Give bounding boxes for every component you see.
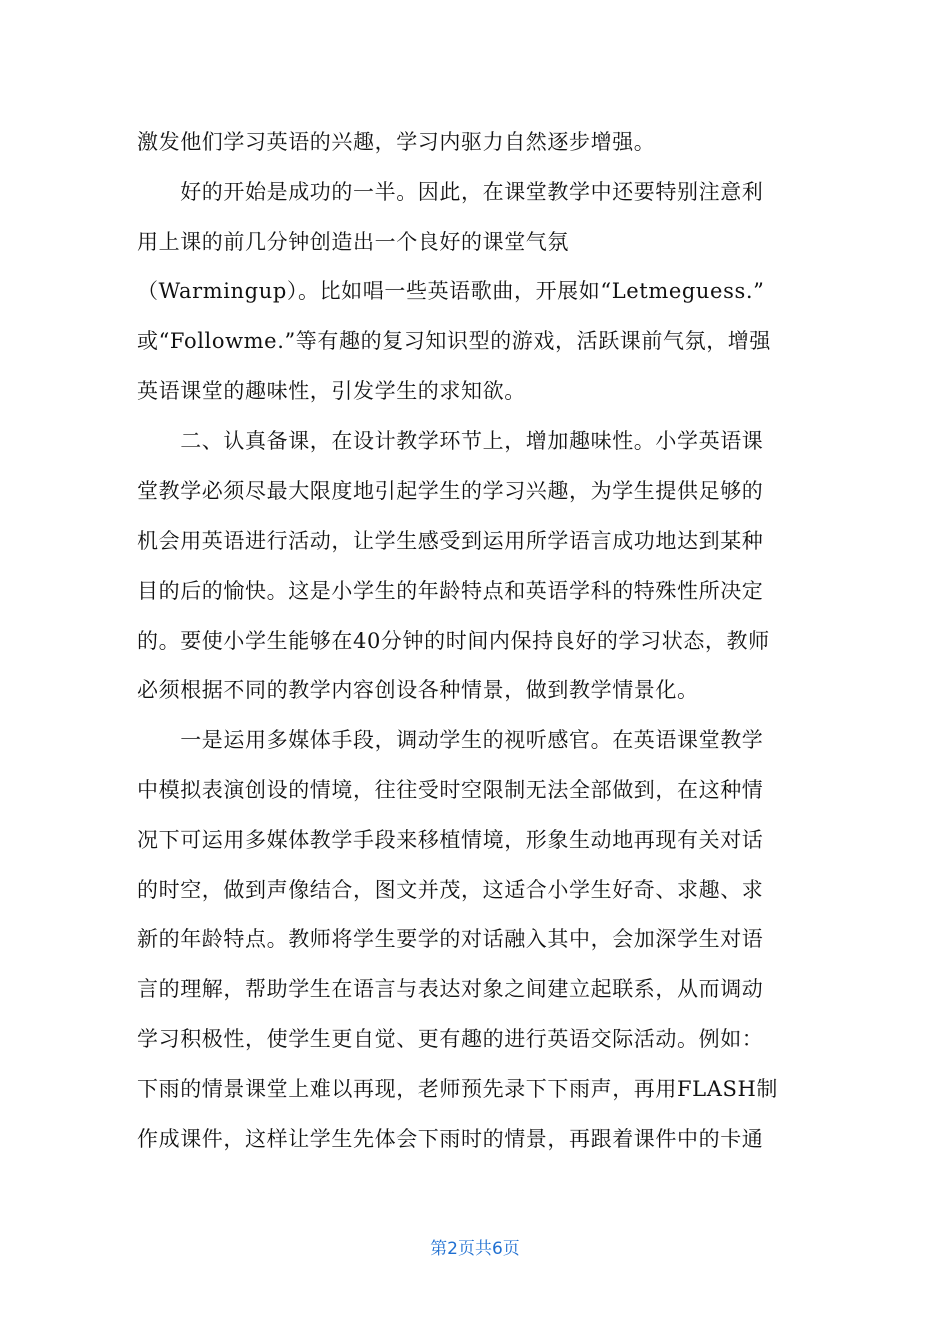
text-line: 中模拟表演创设的情境，往往受时空限制无法全部做到，在这种情 [137, 778, 764, 802]
text-line: 的时空，做到声像结合，图文并茂，这适合小学生好奇、求趣、求 [137, 878, 764, 902]
text-line: 机会用英语进行活动，让学生感受到运用所学语言成功地达到某种 [137, 529, 764, 553]
text-line: 的。要使小学生能够在40分钟的时间内保持良好的学习状态，教师 [137, 629, 770, 653]
text-line: 一是运用多媒体手段，调动学生的视听感官。在英语课堂教学 [137, 728, 764, 752]
page-number-footer: 第2页共6页 [430, 1239, 520, 1259]
text-line: 言的理解，帮助学生在语言与表达对象之间建立起联系，从而调动 [137, 977, 764, 1001]
text-line: 必须根据不同的教学内容创设各种情景，做到教学情景化。 [137, 678, 699, 702]
text-line: 况下可运用多媒体教学手段来移植情境，形象生动地再现有关对话 [137, 828, 764, 852]
text-line: （Warmingup）。比如唱一些英语歌曲，开展如“Letmeguess.” [137, 279, 765, 303]
text-line: 学习积极性，使学生更自觉、更有趣的进行英语交际活动。例如： [137, 1027, 764, 1051]
text-line: 下雨的情景课堂上难以再现，老师预先录下下雨声，再用FLASH制 [137, 1077, 778, 1101]
text-line: 激发他们学习英语的兴趣，学习内驱力自然逐步增强。 [137, 130, 656, 154]
text-line: 二、认真备课，在设计教学环节上，增加趣味性。小学英语课 [137, 429, 764, 453]
text-line: 用上课的前几分钟创造出一个良好的课堂气氛 [137, 230, 569, 254]
text-line: 作成课件，这样让学生先体会下雨时的情景，再跟着课件中的卡通 [137, 1127, 764, 1151]
text-line: 新的年龄特点。教师将学生要学的对话融入其中，会加深学生对语 [137, 927, 764, 951]
text-line: 好的开始是成功的一半。因此，在课堂教学中还要特别注意利 [137, 180, 764, 204]
text-line: 英语课堂的趣味性，引发学生的求知欲。 [137, 379, 526, 403]
text-line: 或“Followme.”等有趣的复习知识型的游戏，活跃课前气氛，增强 [137, 329, 772, 353]
text-line: 堂教学必须尽最大限度地引起学生的学习兴趣，为学生提供足够的 [137, 479, 764, 503]
text-line: 目的后的愉快。这是小学生的年龄特点和英语学科的特殊性所决定 [137, 579, 764, 603]
